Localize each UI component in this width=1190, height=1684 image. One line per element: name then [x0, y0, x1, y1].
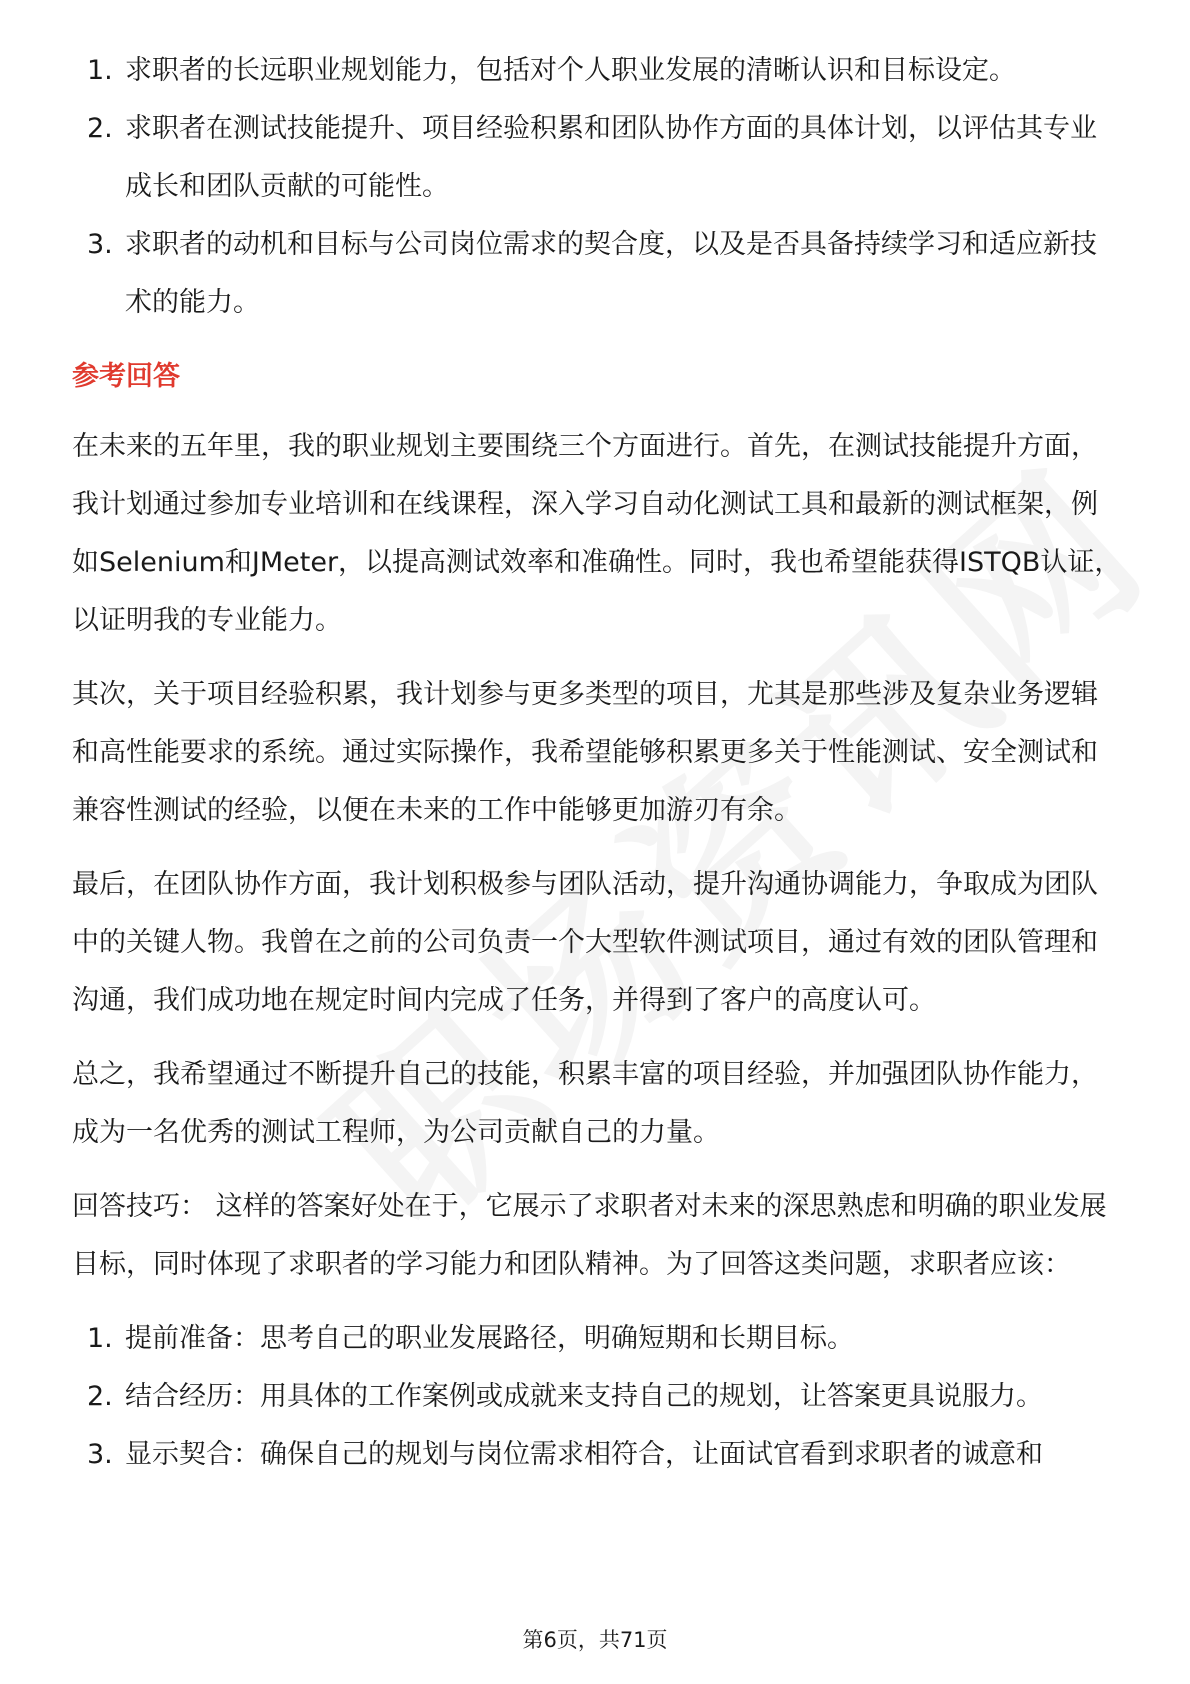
list-item-text: 结合经历：用具体的工作案例或成就来支持自己的规划，让答案更具说服力。 — [125, 1381, 1043, 1412]
list-item — [72, 100, 1122, 216]
list-item — [72, 1368, 1122, 1426]
list-item-text: 求职者的长远职业规划能力，包括对个人职业发展的清晰认识和目标设定。 — [125, 55, 1016, 86]
list-item-text: 求职者的动机和目标与公司岗位需求的契合度，以及是否具备持续学习和适应新技术的能力。 — [125, 229, 1097, 318]
list-item-text: 提前准备：思考自己的职业发展路径，明确短期和长期目标。 — [125, 1323, 854, 1354]
tips-list — [72, 1310, 1122, 1484]
list-item — [72, 216, 1122, 332]
page-content — [72, 42, 1122, 1484]
list-item-number: 1. — [87, 1323, 113, 1354]
list-item — [72, 42, 1122, 100]
answer-tips-paragraph: 回答技巧： 这样的答案好处在于，它展示了求职者对未来的深思熟虑和明确的职业发展目标，同时体现了求职者的学习能力和团队精神。为了回答这类问题，求职者应该： — [72, 1191, 1107, 1280]
answer-paragraph: 在未来的五年里，我的职业规划主要围绕三个方面进行。首先，在测试技能提升方面，我计划通过参加专业培训和在线课程，深入学习自动化测试工具和最新的测试框架，例如Selenium和JMeter，以提高测试效率和准确性。同时，我也希望能获得ISTQB认证，以证明我的专业能力。 — [72, 431, 1122, 636]
list-item-number: 2. — [87, 1381, 113, 1412]
list-item-text: 求职者在测试技能提升、项目经验积累和团队协作方面的具体计划，以评估其专业成长和团队贡献的可能性。 — [125, 113, 1097, 202]
answer-paragraph: 其次，关于项目经验积累，我计划参与更多类型的项目，尤其是那些涉及复杂业务逻辑和高性能要求的系统。通过实际操作，我希望能够积累更多关于性能测试、安全测试和兼容性测试的经验，以便在未来的工作中能够更加游刃有余。 — [72, 679, 1098, 826]
list-item — [72, 1310, 1122, 1368]
list-item-text: 显示契合：确保自己的规划与岗位需求相符合，让面试官看到求职者的诚意和 — [125, 1439, 1043, 1470]
list-item — [72, 1426, 1122, 1484]
evaluation-points-list — [72, 42, 1122, 332]
list-item-number: 3. — [87, 1439, 113, 1470]
list-item-number: 1. — [87, 55, 113, 86]
page-number-footer: 第6页，共71页 — [522, 1628, 668, 1652]
reference-answer-heading: 参考回答 — [72, 361, 180, 392]
list-item-number: 2. — [87, 113, 113, 144]
list-item-number: 3. — [87, 229, 113, 260]
answer-paragraph: 总之，我希望通过不断提升自己的技能，积累丰富的项目经验，并加强团队协作能力，成为一名优秀的测试工程师，为公司贡献自己的力量。 — [72, 1059, 1098, 1148]
answer-paragraph: 最后，在团队协作方面，我计划积极参与团队活动，提升沟通协调能力，争取成为团队中的关键人物。我曾在之前的公司负责一个大型软件测试项目，通过有效的团队管理和沟通，我们成功地在规定时间内完成了任务，并得到了客户的高度认可。 — [72, 869, 1098, 1016]
